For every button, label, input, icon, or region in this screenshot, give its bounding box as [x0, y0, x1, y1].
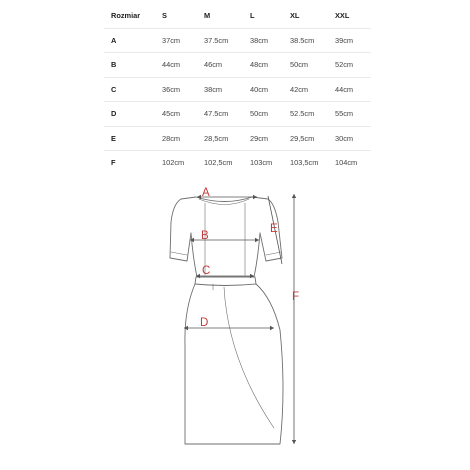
table-cell: 103,5cm [290, 158, 319, 168]
table-cell: 102,5cm [204, 158, 233, 168]
table-cell: 42cm [290, 77, 335, 102]
label-a: A [202, 187, 210, 199]
table-cell: 29cm [250, 126, 290, 151]
table-cell: 30cm [335, 126, 371, 151]
row-label: E [104, 126, 162, 151]
header-s: S [162, 4, 204, 28]
table-cell: 52cm [335, 53, 371, 78]
table-cell: 50cm [250, 102, 290, 127]
table-cell: 52.5cm [290, 102, 335, 127]
row-label: C [104, 77, 162, 102]
table-cell: 36cm [162, 77, 204, 102]
label-f: F [292, 291, 300, 303]
header-xl: XL [290, 4, 335, 28]
table-cell: 29,5cm [290, 126, 335, 151]
dress-outline [170, 197, 283, 444]
header-size: Rozmiar [104, 4, 162, 28]
label-e: E [270, 223, 278, 235]
label-c: C [202, 265, 211, 277]
table-cell: 38cm [204, 77, 250, 102]
header-m: M [204, 4, 250, 28]
table-cell: 45cm [162, 102, 204, 127]
table-cell: 28cm [162, 126, 204, 151]
table-cell: 44cm [335, 77, 371, 102]
row-label: B [104, 53, 162, 78]
row-label: D [104, 102, 162, 127]
table-cell: 37.5cm [204, 28, 250, 53]
row-label: F [111, 158, 116, 168]
table-cell: 38cm [250, 28, 290, 53]
table-cell: 48cm [250, 53, 290, 78]
table-cell: 28,5cm [204, 126, 250, 151]
table-cell: 38.5cm [290, 28, 335, 53]
table-cell: 55cm [335, 102, 371, 127]
table-cell: 104cm [335, 158, 358, 168]
label-d: D [200, 317, 209, 329]
header-l: L [250, 4, 290, 28]
label-b: B [201, 230, 209, 242]
table-cell: 37cm [162, 28, 204, 53]
header-xxl: XXL [335, 4, 371, 28]
table-cell: 50cm [290, 53, 335, 78]
table-cell: 46cm [204, 53, 250, 78]
table-cell: 47.5cm [204, 102, 250, 127]
table-cell: 44cm [162, 53, 204, 78]
table-cell: 102cm [162, 158, 185, 168]
table-cell: 40cm [250, 77, 290, 102]
table-cell: 39cm [335, 28, 371, 53]
table-cell: 103cm [250, 158, 273, 168]
row-label: A [104, 28, 162, 53]
